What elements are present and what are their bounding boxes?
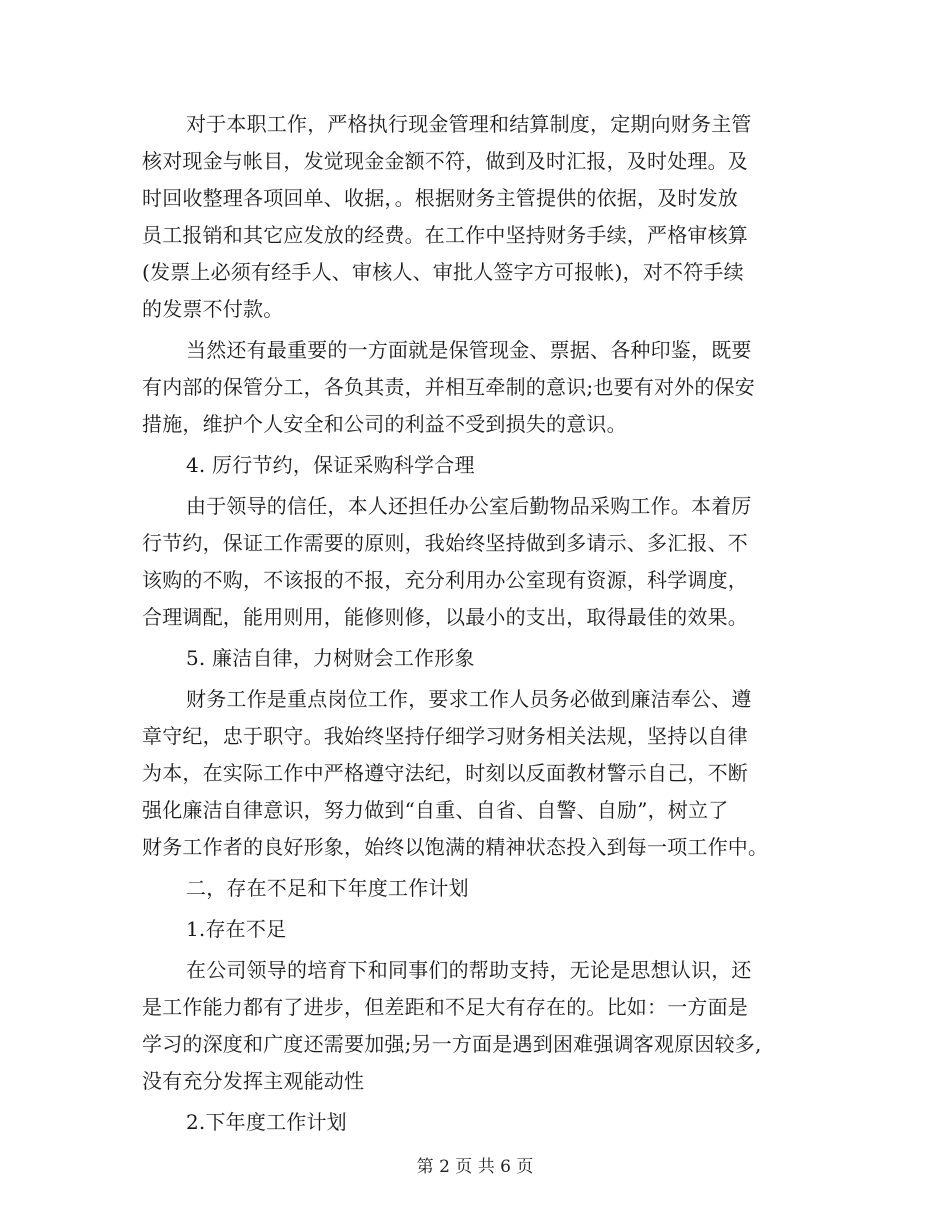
text-line: 核对现金与帐目，发觉现金金额不符，做到及时汇报，及时处理。及 — [142, 149, 748, 173]
paragraph-h4 — [142, 447, 812, 484]
text-line: 4. 厉行节约，保证采购科学合理 — [186, 453, 475, 477]
text-line: 行节约，保证工作需要的原则，我始终坚持做到多请示、多汇报、不 — [142, 531, 748, 555]
text-line: 是工作能力都有了进步，但差距和不足大有存在的。比如：一方面是 — [142, 995, 748, 1019]
text-line: (发票上必须有经手人、审核人、审批人签字方可报帐)，对不符手续 — [142, 260, 744, 284]
text-line: 员工报销和其它应发放的经费。在工作中坚持财务手续，严格审核算 — [142, 223, 748, 247]
document-body — [142, 106, 812, 1145]
text-line: 在公司领导的培育下和同事们的帮助支持，无论是思想认识，还 — [186, 958, 752, 982]
paragraph-p3 — [142, 488, 812, 636]
text-line: 的发票不付款。 — [142, 297, 284, 321]
text-line: 财务工作是重点岗位工作，要求工作人员务必做到廉洁奉公、遵 — [186, 687, 752, 711]
text-line: 学习的深度和广度还需要加强;另一方面是遇到困难强调客观原因较多, — [142, 1032, 762, 1056]
paragraph-h22 — [142, 1104, 812, 1141]
text-line: 当然还有最重要的一方面就是保管现金、票据、各种印鉴，既要 — [186, 338, 752, 362]
text-line: 1.存在不足 — [186, 917, 287, 941]
paragraph-p4 — [142, 681, 812, 866]
paragraph-p2 — [142, 332, 812, 443]
paragraph-p1 — [142, 106, 812, 328]
paragraph-gap — [142, 1141, 812, 1145]
text-line: 5. 廉洁自律，力树财会工作形象 — [186, 646, 475, 670]
paragraph-h21 — [142, 911, 812, 948]
paragraph-h2 — [142, 870, 812, 907]
text-line: 有内部的保管分工，各负其责，并相互牵制的意识;也要有对外的保安 — [142, 375, 755, 399]
text-line: 强化廉洁自律意识，努力做到“自重、自省、自警、自励”，树立了 — [142, 798, 729, 822]
text-line: 没有充分发挥主观能动性 — [142, 1069, 365, 1093]
text-line: 财务工作者的良好形象，始终以饱满的精神状态投入到每一项工作中。 — [142, 835, 769, 859]
text-line: 合理调配，能用则用，能修则修，以最小的支出，取得最佳的效果。 — [142, 605, 748, 629]
text-line: 措施，维护个人安全和公司的利益不受到损失的意识。 — [142, 412, 627, 436]
paragraph-p5 — [142, 952, 812, 1100]
text-line: 章守纪，忠于职守。我始终坚持仔细学习财务相关法规，坚持以自律 — [142, 724, 748, 748]
text-line: 由于领导的信任，本人还担任办公室后勤物品采购工作。本着厉 — [186, 494, 752, 518]
text-line: 二，存在不足和下年度工作计划 — [186, 876, 469, 900]
text-line: 为本，在实际工作中严格遵守法纪，时刻以反面教材警示自己，不断 — [142, 761, 748, 785]
page-footer: 第 2 页 共 6 页 — [416, 1157, 534, 1177]
text-line: 时回收整理各项回单、收据，。根据财务主管提供的依据，及时发放 — [142, 186, 738, 210]
text-line: 对于本职工作，严格执行现金管理和结算制度，定期向财务主管 — [186, 112, 752, 136]
text-line: 该购的不购，不该报的不报，充分利用办公室现有资源，科学调度， — [142, 568, 748, 592]
text-line: 2.下年度工作计划 — [186, 1110, 347, 1134]
paragraph-h5 — [142, 640, 812, 677]
